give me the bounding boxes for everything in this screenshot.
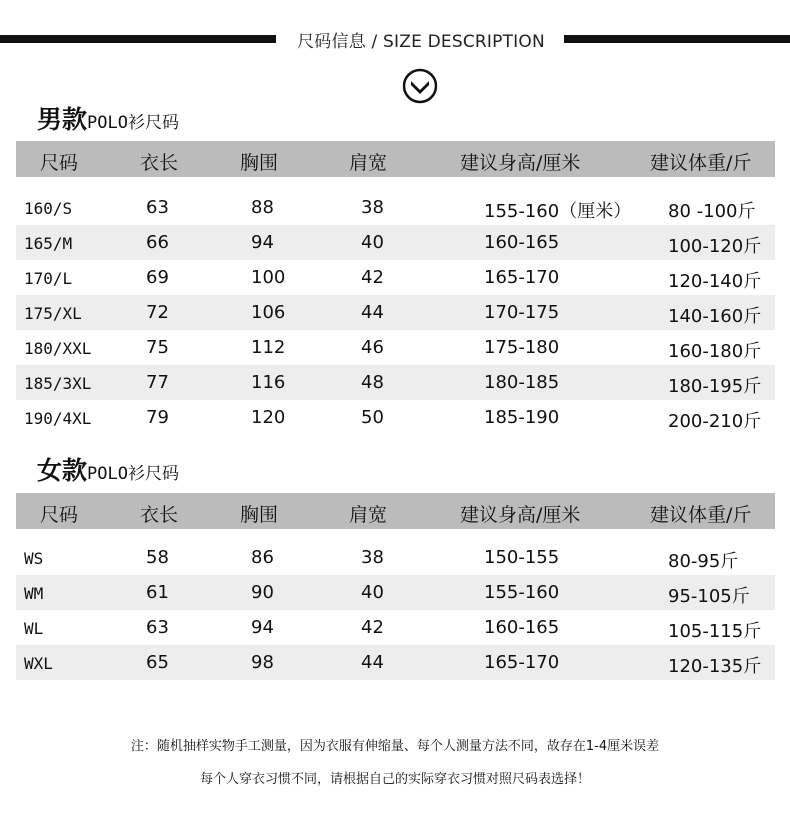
- women-cell-size: WXL: [24, 654, 53, 673]
- women-cell-shoulder: 42: [361, 617, 384, 638]
- women-section-title: [37, 451, 179, 487]
- men-col-chest: 胸围: [240, 152, 279, 174]
- men-cell-height: 165-170: [484, 267, 560, 288]
- women-table-header: [16, 493, 775, 529]
- women-cell-shoulder: 44: [361, 652, 384, 673]
- table-row: [16, 225, 775, 260]
- header-line-right: [564, 35, 790, 43]
- men-cell-length: 75: [146, 337, 169, 358]
- men-cell-size: 165/M: [24, 234, 73, 253]
- table-row: [16, 575, 775, 610]
- women-col-chest: 胸围: [240, 504, 279, 526]
- women-cell-height: 150-155: [484, 547, 560, 568]
- women-cell-weight: 80-95斤: [668, 551, 739, 572]
- women-col-length: 衣长: [140, 504, 179, 526]
- women-cell-size: WM: [24, 584, 44, 603]
- men-cell-length: 79: [146, 407, 169, 428]
- women-cell-size: WL: [24, 619, 44, 638]
- table-row: [16, 540, 775, 575]
- men-col-length: 衣长: [140, 152, 179, 174]
- men-cell-height: 185-190: [484, 407, 560, 428]
- men-cell-length: 72: [146, 302, 169, 323]
- men-cell-shoulder: 46: [361, 337, 384, 358]
- men-cell-chest: 112: [251, 337, 286, 358]
- women-cell-height: 165-170: [484, 652, 560, 673]
- men-cell-length: 63: [146, 197, 169, 218]
- women-cell-height: 160-165: [484, 617, 560, 638]
- men-cell-chest: 100: [251, 267, 286, 288]
- men-title-small: POLO衫尺码: [87, 113, 179, 133]
- men-cell-size: 190/4XL: [24, 409, 92, 428]
- women-cell-shoulder: 40: [361, 582, 384, 603]
- men-table-header: [16, 141, 775, 177]
- women-col-height: 建议身高/厘米: [460, 504, 581, 526]
- men-cell-weight: 120-140斤: [668, 271, 762, 292]
- men-col-weight: 建议体重/斤: [650, 152, 752, 174]
- men-title-big: 男款: [37, 105, 88, 134]
- men-cell-height: 155-160（厘米）: [484, 201, 632, 222]
- women-cell-chest: 86: [251, 547, 274, 568]
- note-line-2: 每个人穿衣习惯不同，请根据自己的实际穿衣习惯对照尺码表选择！: [199, 772, 590, 787]
- men-cell-size: 175/XL: [24, 304, 82, 323]
- women-cell-length: 58: [146, 547, 169, 568]
- men-cell-chest: 120: [251, 407, 286, 428]
- men-cell-weight: 80 -100斤: [668, 201, 756, 222]
- men-cell-length: 69: [146, 267, 169, 288]
- women-col-size: 尺码: [40, 504, 79, 526]
- women-cell-length: 61: [146, 582, 169, 603]
- men-col-shoulder: 肩宽: [349, 152, 388, 174]
- women-title-big: 女款: [37, 456, 88, 485]
- men-cell-length: 77: [146, 372, 169, 393]
- women-cell-weight: 120-135斤: [668, 656, 762, 677]
- men-cell-height: 180-185: [484, 372, 560, 393]
- women-cell-chest: 94: [251, 617, 274, 638]
- men-cell-shoulder: 50: [361, 407, 384, 428]
- men-col-height: 建议身高/厘米: [460, 152, 581, 174]
- table-row: [16, 190, 775, 225]
- women-cell-shoulder: 38: [361, 547, 384, 568]
- chevron-down-icon: [402, 68, 438, 104]
- men-cell-weight: 100-120斤: [668, 236, 762, 257]
- women-col-weight: 建议体重/斤: [650, 504, 752, 526]
- men-cell-size: 160/S: [24, 199, 73, 218]
- men-cell-shoulder: 44: [361, 302, 384, 323]
- women-cell-size: WS: [24, 549, 44, 568]
- women-cell-height: 155-160: [484, 582, 560, 603]
- table-row: [16, 610, 775, 645]
- men-cell-weight: 160-180斤: [668, 341, 762, 362]
- table-row: [16, 295, 775, 330]
- men-cell-length: 66: [146, 232, 169, 253]
- men-cell-chest: 106: [251, 302, 286, 323]
- men-cell-size: 170/L: [24, 269, 73, 288]
- men-cell-chest: 88: [251, 197, 274, 218]
- women-cell-chest: 90: [251, 582, 274, 603]
- men-cell-height: 160-165: [484, 232, 560, 253]
- women-cell-length: 63: [146, 617, 169, 638]
- women-cell-chest: 98: [251, 652, 274, 673]
- women-cell-weight: 105-115斤: [668, 621, 762, 642]
- men-cell-size: 185/3XL: [24, 374, 92, 393]
- men-cell-height: 175-180: [484, 337, 560, 358]
- men-cell-shoulder: 40: [361, 232, 384, 253]
- table-row: [16, 260, 775, 295]
- men-cell-size: 180/XXL: [24, 339, 92, 358]
- women-cell-length: 65: [146, 652, 169, 673]
- men-cell-height: 170-175: [484, 302, 560, 323]
- table-row: [16, 330, 775, 365]
- men-col-size: 尺码: [40, 152, 79, 174]
- women-title-small: POLO衫尺码: [87, 464, 179, 484]
- men-cell-chest: 94: [251, 232, 274, 253]
- table-row: [16, 365, 775, 400]
- header-title: 尺码信息 / SIZE DESCRIPTION: [297, 32, 545, 52]
- men-cell-weight: 180-195斤: [668, 376, 762, 397]
- men-section-title: [37, 100, 179, 136]
- men-cell-shoulder: 48: [361, 372, 384, 393]
- men-cell-shoulder: 38: [361, 197, 384, 218]
- women-col-shoulder: 肩宽: [349, 504, 388, 526]
- note-line-1: 注：随机抽样实物手工测量，因为衣服有伸缩量、每个人测量方法不同，故存在1-4厘米误差: [130, 739, 660, 754]
- men-cell-weight: 140-160斤: [668, 306, 762, 327]
- men-cell-weight: 200-210斤: [668, 411, 762, 432]
- women-cell-weight: 95-105斤: [668, 586, 750, 607]
- men-cell-shoulder: 42: [361, 267, 384, 288]
- table-row: [16, 400, 775, 435]
- header-line-left: [0, 35, 276, 43]
- table-row: [16, 645, 775, 680]
- men-cell-chest: 116: [251, 372, 286, 393]
